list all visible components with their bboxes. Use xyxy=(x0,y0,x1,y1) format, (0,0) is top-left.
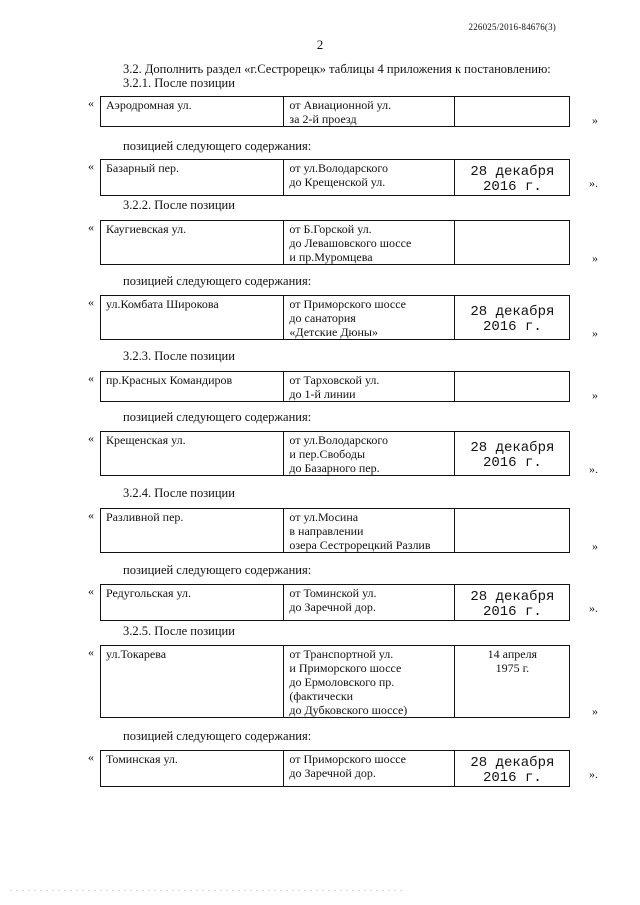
section-number: 3.2.1. xyxy=(123,76,152,90)
date-cell xyxy=(454,221,569,265)
section-heading xyxy=(123,198,235,213)
section-heading xyxy=(123,486,235,501)
range-line: до Левашовского шоссе xyxy=(289,236,412,250)
date-cell xyxy=(454,751,569,787)
range-cell xyxy=(284,509,454,553)
close-quote: ». xyxy=(589,462,598,476)
new-position-entry xyxy=(88,295,598,339)
range-line: до Ермоловского пр. xyxy=(289,675,395,689)
new-position-table xyxy=(100,750,570,787)
page-number: 2 xyxy=(316,37,324,52)
street-cell: Разливной пер. xyxy=(101,509,284,553)
date-cell xyxy=(454,296,569,340)
old-position-entry xyxy=(88,645,598,717)
close-quote: » xyxy=(592,113,598,127)
range-line: от ул.Володарского xyxy=(289,433,389,447)
section-number: 3.2.2. xyxy=(123,198,152,212)
range-cell xyxy=(284,646,454,718)
open-quote: « xyxy=(88,159,94,173)
old-position-table xyxy=(100,645,570,718)
section-heading xyxy=(123,349,235,364)
intro-paragraph: 3.2. Дополнить раздел «г.Сестрорецк» таблицы 4 приложения к постановлению: xyxy=(123,62,551,76)
date-year: 2016 г. xyxy=(482,319,542,335)
street-cell: Базарный пер. xyxy=(101,160,284,196)
replacement-label: позицией следующего содержания: xyxy=(123,274,312,288)
close-quote: ». xyxy=(589,601,598,615)
section-number: 3.2.3. xyxy=(123,349,152,363)
range-line: (фактически xyxy=(289,689,354,703)
range-line: и Приморского шоссе xyxy=(289,661,402,675)
open-quote: « xyxy=(88,750,94,764)
after-label: После позиции xyxy=(154,624,235,638)
date-day-month: 14 апреля xyxy=(487,647,538,661)
date-cell xyxy=(454,432,569,476)
after-label: После позиции xyxy=(154,349,235,363)
close-quote: ». xyxy=(589,176,598,190)
range-cell xyxy=(284,372,454,402)
new-position-table xyxy=(100,584,570,621)
old-position-table xyxy=(100,371,570,402)
range-line: за 2-й проезд xyxy=(289,112,357,126)
range-line: озера Сестрорецкий Разлив xyxy=(289,538,431,552)
close-quote: » xyxy=(592,704,598,718)
date-year: 2016 г. xyxy=(482,604,542,620)
range-line: от Томинской ул. xyxy=(289,586,377,600)
open-quote: « xyxy=(88,96,94,110)
old-position-entry xyxy=(88,96,598,126)
range-line: до Крещенской ул. xyxy=(289,175,386,189)
scan-artifact-divider: . . . . . . . . . . . . . . . . . . . . . . . . . . . . . . . . . . . . . . . . . . . . . . . . . . . . . . . . . . . . . . . . . . xyxy=(10,884,403,893)
range-line: до 1-й линии xyxy=(289,387,356,401)
range-line: от ул.Мосина xyxy=(289,510,359,524)
range-line: до Заречной дор. xyxy=(289,766,376,780)
replacement-label: позицией следующего содержания: xyxy=(123,563,312,577)
range-line: до Базарного пер. xyxy=(289,461,380,475)
old-position-table xyxy=(100,96,570,127)
street-cell: Крещенская ул. xyxy=(101,432,284,476)
open-quote: « xyxy=(88,431,94,445)
range-line: от ул.Володарского xyxy=(289,161,389,175)
section-number: 3.2.4. xyxy=(123,486,152,500)
date-cell xyxy=(454,646,569,718)
range-cell xyxy=(284,221,454,265)
range-cell xyxy=(284,160,454,196)
after-label: После позиции xyxy=(154,486,235,500)
open-quote: « xyxy=(88,584,94,598)
date-day-month: 28 декабря xyxy=(470,164,555,180)
street-cell: ул.Токарева xyxy=(101,646,284,718)
range-line: от Авиационной ул. xyxy=(289,98,392,112)
street-cell: пр.Красных Командиров xyxy=(101,372,284,402)
street-cell: Аэродромная ул. xyxy=(101,97,284,127)
range-line: от Б.Горской ул. xyxy=(289,222,372,236)
date-year: 2016 г. xyxy=(482,455,542,471)
section-number: 3.2.5. xyxy=(123,624,152,638)
range-line: до Заречной дор. xyxy=(289,600,376,614)
document-reference: 226025/2016-84676(3) xyxy=(468,22,556,32)
new-position-table xyxy=(100,431,570,476)
street-cell: Редугольская ул. xyxy=(101,585,284,621)
after-label: После позиции xyxy=(154,76,235,90)
old-position-entry xyxy=(88,508,598,552)
date-year: 2016 г. xyxy=(482,179,542,195)
open-quote: « xyxy=(88,508,94,522)
range-cell xyxy=(284,751,454,787)
range-line: от Приморского шоссе xyxy=(289,297,406,311)
street-cell: Каугиевская ул. xyxy=(101,221,284,265)
range-cell xyxy=(284,97,454,127)
section-heading xyxy=(123,624,235,639)
close-quote: » xyxy=(592,326,598,340)
close-quote: » xyxy=(592,539,598,553)
date-cell xyxy=(454,160,569,196)
range-line: до санатория xyxy=(289,311,356,325)
after-label: После позиции xyxy=(154,198,235,212)
new-position-table xyxy=(100,159,570,196)
range-line: «Детские Дюны» xyxy=(289,325,378,339)
new-position-entry xyxy=(88,431,598,475)
street-cell: ул.Комбата Широкова xyxy=(101,296,284,340)
close-quote: ». xyxy=(589,767,598,781)
replacement-label: позицией следующего содержания: xyxy=(123,729,312,743)
new-position-entry xyxy=(88,159,598,195)
new-position-entry xyxy=(88,584,598,620)
open-quote: « xyxy=(88,295,94,309)
date-cell xyxy=(454,97,569,127)
date-day-month: 28 декабря xyxy=(470,304,555,320)
range-cell xyxy=(284,296,454,340)
replacement-label: позицией следующего содержания: xyxy=(123,410,312,424)
range-line: от Тарховской ул. xyxy=(289,373,380,387)
date-year: 1975 г. xyxy=(495,661,530,675)
old-position-entry xyxy=(88,371,598,401)
date-day-month: 28 декабря xyxy=(470,589,555,605)
date-day-month: 28 декабря xyxy=(470,440,555,456)
range-line: до Дубковского шоссе) xyxy=(289,703,408,717)
range-line: и пр.Муромцева xyxy=(289,250,373,264)
range-line: и пер.Свободы xyxy=(289,447,366,461)
range-line: от Транспортной ул. xyxy=(289,647,394,661)
close-quote: » xyxy=(592,251,598,265)
date-day-month: 28 декабря xyxy=(470,755,555,771)
section-heading xyxy=(123,76,235,91)
replacement-label: позицией следующего содержания: xyxy=(123,139,312,153)
old-position-table xyxy=(100,508,570,553)
date-year: 2016 г. xyxy=(482,770,542,786)
old-position-table xyxy=(100,220,570,265)
street-cell: Томинская ул. xyxy=(101,751,284,787)
open-quote: « xyxy=(88,645,94,659)
range-line: от Приморского шоссе xyxy=(289,752,406,766)
open-quote: « xyxy=(88,371,94,385)
range-cell xyxy=(284,585,454,621)
new-position-entry xyxy=(88,750,598,786)
date-cell xyxy=(454,585,569,621)
date-cell xyxy=(454,372,569,402)
old-position-entry xyxy=(88,220,598,264)
new-position-table xyxy=(100,295,570,340)
close-quote: » xyxy=(592,388,598,402)
range-line: в направлении xyxy=(289,524,364,538)
range-cell xyxy=(284,432,454,476)
date-cell xyxy=(454,509,569,553)
open-quote: « xyxy=(88,220,94,234)
